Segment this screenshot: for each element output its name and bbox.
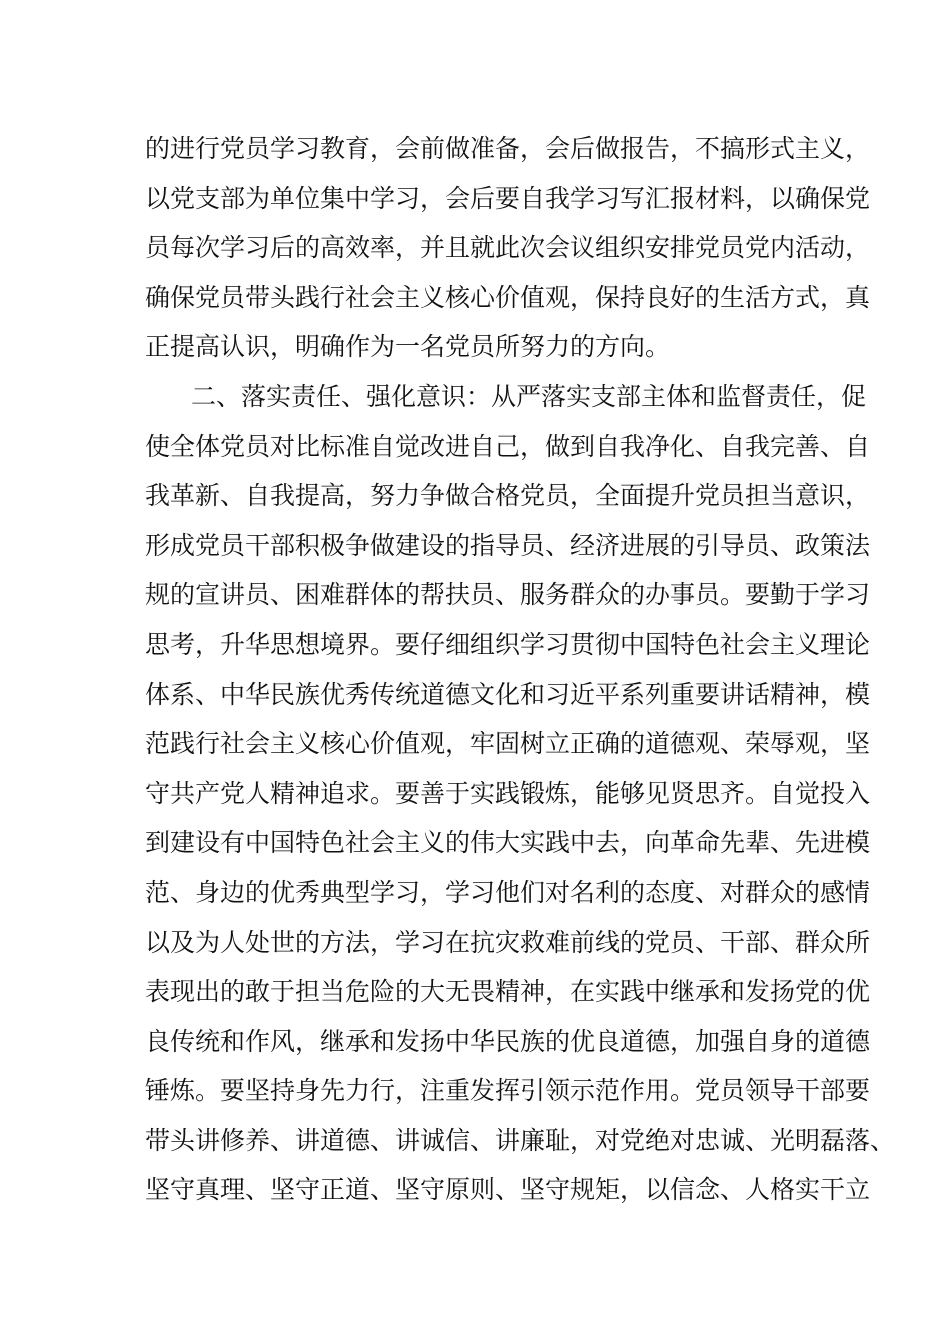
text-line: 到建设有中国特色社会主义的伟大实践中去，向革命先辈、先进模 bbox=[145, 828, 871, 858]
text-line: 我革新、自我提高，努力争做合格党员，全面提升党员担当意识， bbox=[145, 481, 871, 511]
section-heading-line: 二、落实责任、强化意识：从严落实支部主体和监督责任，促 bbox=[191, 381, 867, 411]
text-line: 带头讲修养、讲道德、讲诚信、讲廉耻，对党绝对忠诚、光明磊落、 bbox=[145, 1125, 896, 1155]
text-line: 锤炼。要坚持身先力行，注重发挥引领示范作用。党员领导干部要 bbox=[145, 1076, 871, 1106]
text-line: 坚守真理、坚守正道、坚守原则、坚守规矩，以信念、人格实干立 bbox=[145, 1175, 871, 1205]
text-line: 表现出的敢于担当危险的大无畏精神，在实践中继承和发扬党的优 bbox=[145, 977, 871, 1007]
text-line: 体系、中华民族优秀传统道德文化和习近平系列重要讲话精神，模 bbox=[145, 679, 871, 709]
text-line: 以及为人处世的方法，学习在抗灾救难前线的党员、干部、群众所 bbox=[145, 927, 871, 957]
text-line: 确保党员带头践行社会主义核心价值观，保持良好的生活方式，真 bbox=[145, 282, 871, 312]
text-line: 范、身边的优秀典型学习，学习他们对名利的态度、对群众的感情 bbox=[145, 877, 871, 907]
text-line: 思考，升华思想境界。要仔细组织学习贯彻中国特色社会主义理论 bbox=[145, 629, 871, 659]
text-line: 使全体党员对比标准自觉改进自己，做到自我净化、自我完善、自 bbox=[145, 431, 871, 461]
text-line: 的进行党员学习教育，会前做准备，会后做报告，不搞形式主义， bbox=[145, 134, 871, 163]
text-line: 守共产党人精神追求。要善于实践锻炼，能够见贤思齐。自觉投入 bbox=[145, 778, 871, 808]
text-line: 范践行社会主义核心价值观，牢固树立正确的道德观、荣辱观，坚 bbox=[145, 729, 871, 759]
text-line: 形成党员干部积极争做建设的指导员、经济进展的引导员、政策法 bbox=[145, 530, 871, 560]
text-line: 良传统和作风，继承和发扬中华民族的优良道德，加强自身的道德 bbox=[145, 1026, 871, 1056]
text-line: 员每次学习后的高效率，并且就此次会议组织安排党员党内活动， bbox=[145, 233, 871, 263]
text-line: 以党支部为单位集中学习，会后要自我学习写汇报材料，以确保党 bbox=[145, 183, 871, 213]
text-line: 规的宣讲员、困难群体的帮扶员、服务群众的办事员。要勤于学习 bbox=[145, 580, 871, 610]
text-line: 正提高认识，明确作为一名党员所努力的方向。 bbox=[145, 332, 671, 362]
body-text bbox=[145, 124, 896, 1215]
